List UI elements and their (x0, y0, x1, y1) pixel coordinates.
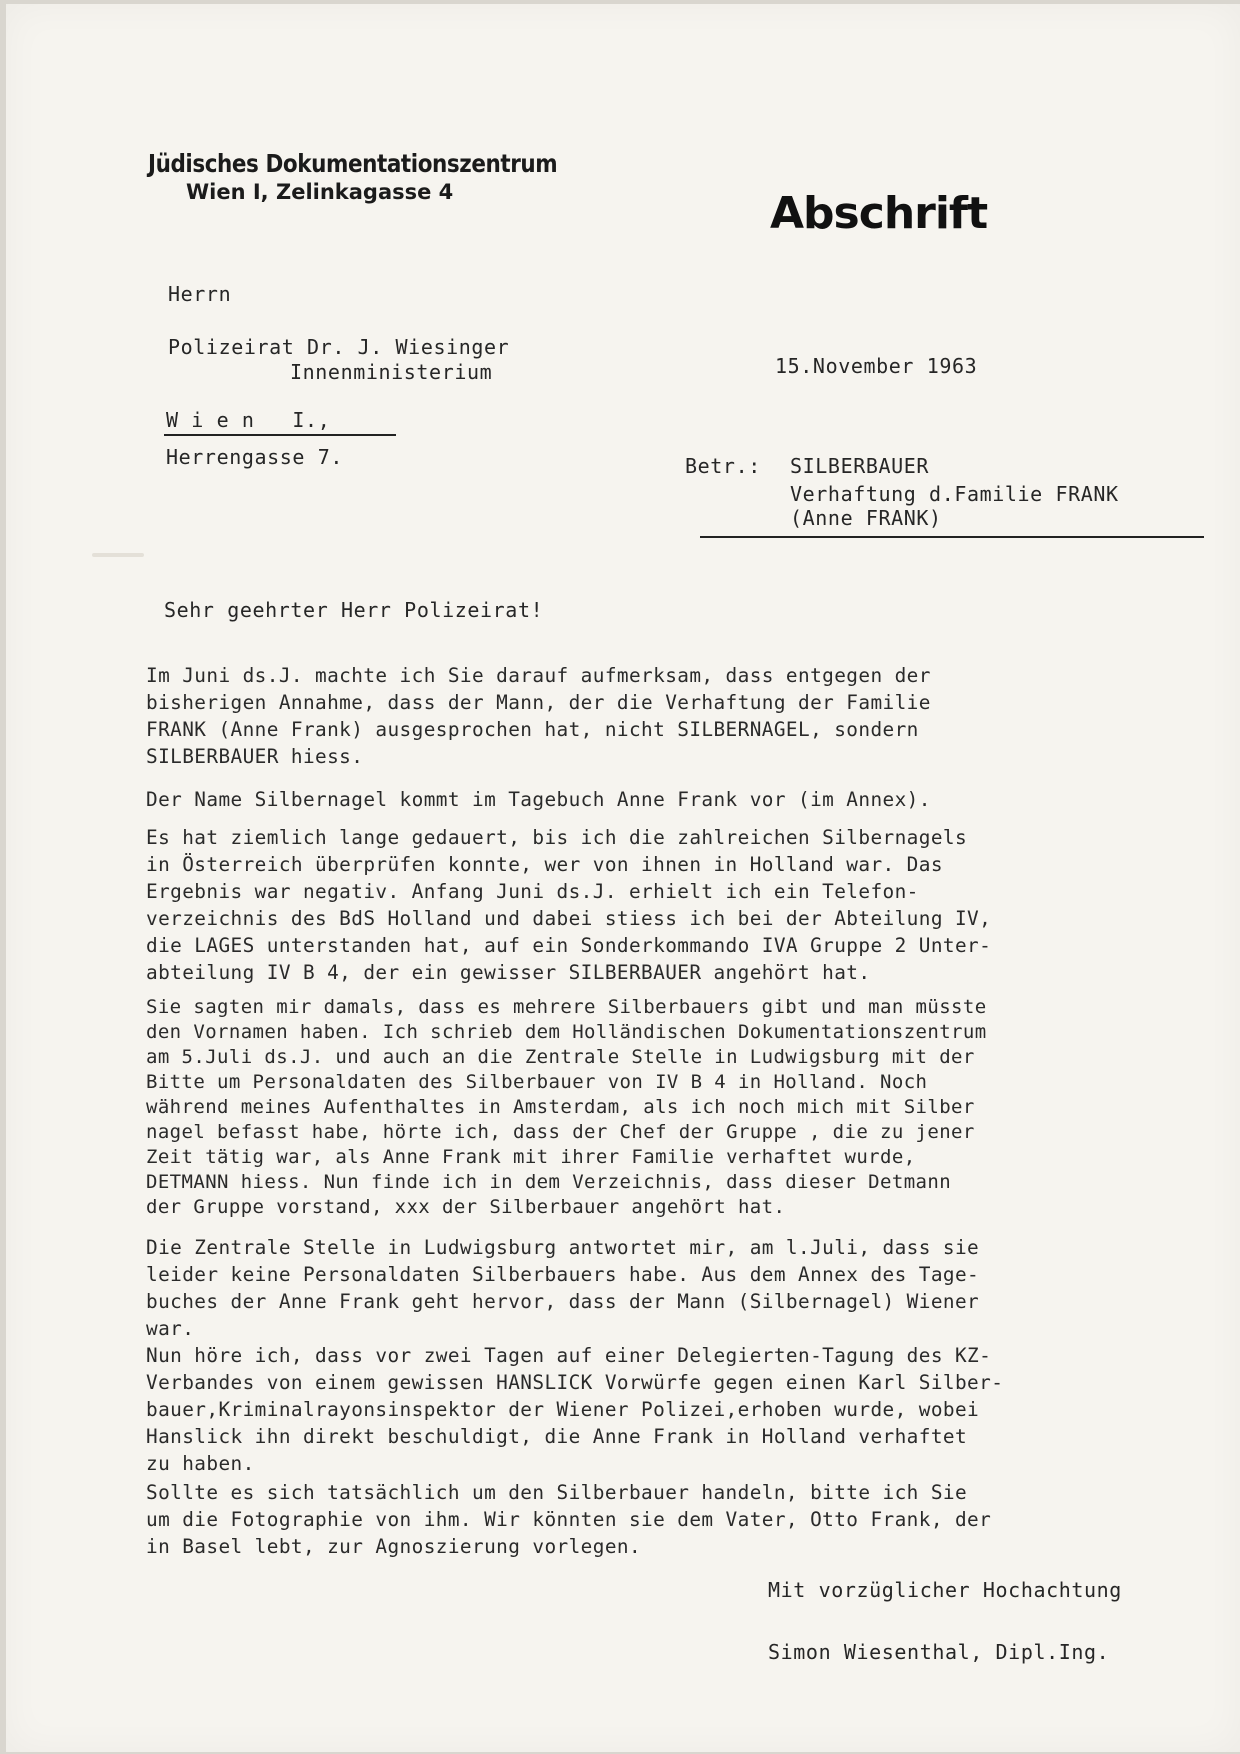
paragraph-6: Nun höre ich, dass vor zwei Tagen auf einer Delegierten-Tagung des KZ- Verbandes von einem gewissen HANSLICK Vorwürfe gegen einen Karl Silber- bauer,Kriminalrayonsinspektor der Wiener Polizei,erhoben wurde, wobei Hanslick ihn direkt beschuldigt, die Anne Frank in Holland verhaftet zu haben. (146, 1344, 1004, 1475)
letter-date: 15.November 1963 (775, 354, 978, 378)
paragraph-2: Der Name Silbernagel kommt im Tagebuch Anne Frank vor (im Annex). (146, 788, 931, 811)
document-heading: Abschrift (770, 188, 988, 239)
subject-label: Betr.: (685, 454, 761, 478)
letterhead-stamp (148, 148, 624, 206)
paragraph-7: Sollte es sich tatsächlich um den Silberbauer handeln, bitte ich Sie um die Fotographie von ihm. Wir könnten sie dem Vater, Otto Frank, der in Basel lebt, zur Agnoszierung vorlegen. (146, 1481, 992, 1558)
recipient-department: Innenministerium (290, 360, 493, 384)
recipient-name: Polizeirat Dr. J. Wiesinger (168, 335, 510, 359)
city-underline (164, 434, 396, 436)
recipient-city: W i e n I., (166, 408, 331, 432)
greeting: Sehr geehrter Herr Polizeirat! (164, 598, 544, 622)
paragraph-3: Es hat ziemlich lange gedauert, bis ich die zahlreichen Silbernagels in Österreich überprüfen konnte, wer von ihnen in Holland war. Das Ergebnis war negativ. Anfang Juni ds.J. erhielt ich ein Telefon- verzeichnis des BdS Holland und dabei stiess ich bei der Abteilung IV, die LAGES unterstanden hat, auf ein Sonderkommando IVA Gruppe 2 Unter- abteilung IV B 4, der ein gewisser SILBERBAUER angehört hat. (146, 826, 992, 984)
subject-line-3: (Anne FRANK) (790, 506, 942, 530)
closing-phrase: Mit vorzüglicher Hochachtung (768, 1578, 1122, 1602)
paragraph-4: Sie sagten mir damals, dass es mehrere Silberbauers gibt und man müsste den Vornamen haben. Ich schrieb dem Holländischen Dokumentationszentrum am 5.Juli ds.J. und auch an die Zentrale Stelle in Ludwigsburg mit der Bitte um Personaldaten des Silberbauer von IV B 4 in Holland. Noch während meines Aufenthaltes in Amsterdam, als ich noch mich mit Silber nagel befasst habe, hörte ich, dass der Chef der Gruppe , die zu jener Zeit tätig war, als Anne Frank mit ihrer Familie verhaftet wurde, DETMANN hiess. Nun finde ich in dem Verzeichnis, dass dieser Detmann der Gruppe vorstand, xxx der Silberbauer angehört hat. (146, 996, 987, 1218)
subject-line-1: SILBERBAUER (790, 454, 930, 478)
subject-underline (700, 536, 1204, 538)
letterhead-organization: Jüdisches Dokumentationszentrum (148, 149, 558, 178)
recipient-salutation: Herrn (168, 282, 232, 306)
paragraph-5: Die Zentrale Stelle in Ludwigsburg antwortet mir, am l.Juli, dass sie leider keine Personaldaten Silberbauers habe. Aus dem Annex des Tage- buches der Anne Frank geht hervor, dass der Mann (Silbernagel) Wiener war. (146, 1236, 980, 1340)
recipient-street: Herrengasse 7. (166, 445, 343, 469)
paragraph-1: Im Juni ds.J. machte ich Sie darauf aufmerksam, dass entgegen der bisherigen Annahme, dass der Mann, der die Verhaftung der Familie FRANK (Anne Frank) ausgesprochen hat, nicht SILBERNAGEL, sondern SILBERBAUER hiess. (146, 664, 931, 768)
letterhead-address: Wien I, Zelinkagasse 4 (186, 180, 454, 205)
signature-line: Simon Wiesenthal, Dipl.Ing. (768, 1640, 1110, 1664)
subject-line-2: Verhaftung d.Familie FRANK (790, 482, 1119, 506)
page-mark (92, 553, 144, 557)
